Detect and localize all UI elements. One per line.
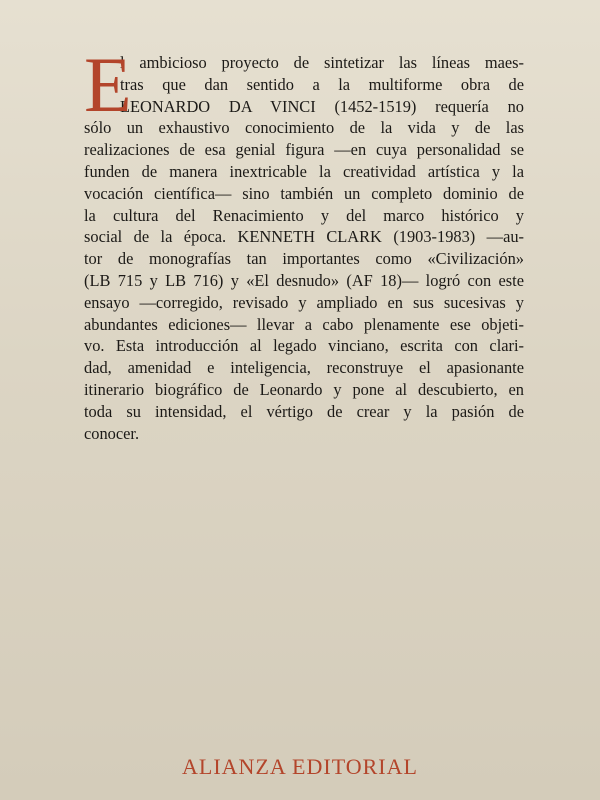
blurb-line: conocer. <box>84 423 140 443</box>
blurb-line: tor de monografías tan importantes como «Civilización» <box>84 249 524 269</box>
blurb-line: (LB 715 y LB 716) y «El desnudo» (AF 18)— logró con este <box>84 270 524 290</box>
blurb-line: tras que dan sentido a la multiforme obra de <box>120 74 524 94</box>
blurb-line: l ambicioso proyecto de sintetizar las líneas maes- <box>120 53 524 72</box>
blurb-text <box>84 41 524 444</box>
blurb-line: realizaciones de esa genial figura —en cuya personalidad se <box>84 140 524 160</box>
blurb-line: dad, amenidad e inteligencia, reconstruye el apasionante <box>84 358 524 378</box>
blurb-line: LEONARDO DA VINCI (1452-1519) requería no <box>120 96 524 116</box>
drop-cap: E <box>84 41 132 128</box>
blurb-line: social de la época. KENNETH CLARK (1903-1983) —au- <box>84 227 524 247</box>
blurb-line: ensayo —corregido, revisado y ampliado en sus sucesivas y <box>84 292 524 312</box>
blurb-line: vocación científica— sino también un completo dominio de <box>84 183 524 203</box>
blurb-line: itinerario biográfico de Leonardo y pone al descubierto, en <box>84 379 524 399</box>
blurb-line: sólo un exhaustivo conocimiento de la vida y de las <box>84 118 524 138</box>
publisher-name: ALIANZA EDITORIAL <box>182 754 418 779</box>
blurb-line: la cultura del Renacimiento y del marco histórico y <box>84 205 524 225</box>
blurb-line: abundantes ediciones— llevar a cabo plenamente ese objeti- <box>84 314 524 334</box>
blurb-line: funden de manera inextricable la creatividad artística y la <box>84 161 524 181</box>
blurb-line: toda su intensidad, el vértigo de crear y la pasión de <box>84 401 524 421</box>
blurb-line: vo. Esta introducción al legado vinciano, escrita con clari- <box>84 336 524 356</box>
